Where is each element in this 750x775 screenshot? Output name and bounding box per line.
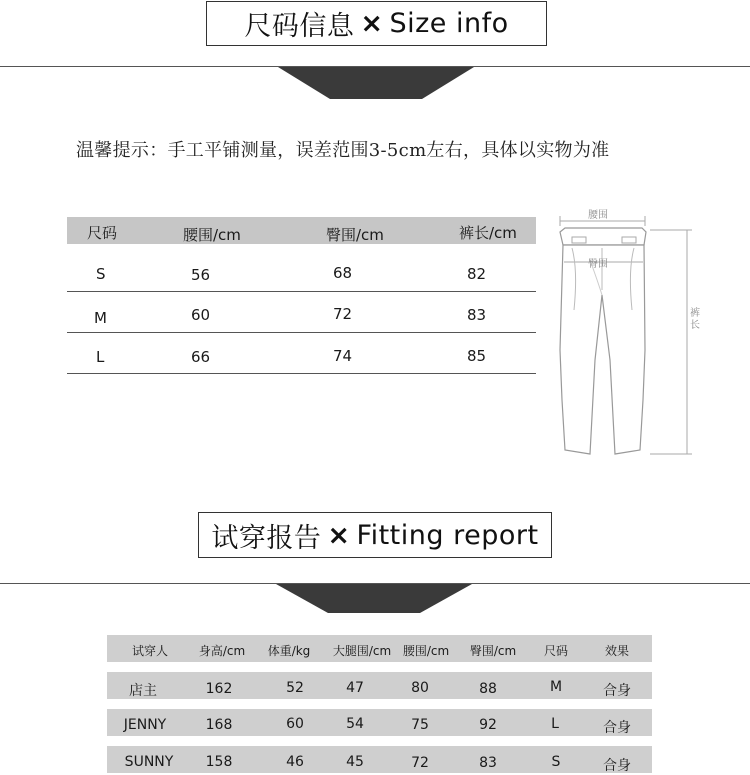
size-info-title-en: Size info: [389, 8, 509, 39]
thigh-cell: 54: [346, 716, 364, 732]
hip-cell: 88: [479, 681, 497, 697]
measurement-notice: 温馨提示：手工平铺测量，误差范围3-5cm左右，具体以实物为准: [76, 140, 610, 161]
hip-col-header: 臀围/cm: [326, 226, 384, 244]
weight-cell: 60: [286, 716, 304, 732]
hip-cell: 74: [333, 347, 353, 365]
length-cell: 85: [467, 347, 487, 365]
waist-cell: 75: [411, 717, 429, 733]
waist-label: 腰围: [588, 210, 608, 221]
row-divider: [67, 291, 536, 292]
divider-trapezoid: [278, 66, 474, 99]
title-separator: ×: [327, 519, 351, 551]
row-background: [107, 709, 652, 736]
row-background: [107, 746, 652, 773]
row-background: [107, 672, 652, 699]
tester-cell: JENNY: [123, 717, 167, 733]
effect-cell: 合身: [603, 683, 631, 699]
hip-cell: 72: [333, 305, 353, 323]
length-col-header: 裤长/cm: [459, 224, 517, 242]
height-cell: 158: [205, 754, 233, 770]
waist-col-header: 腰围/cm: [183, 226, 241, 244]
title-separator: ×: [360, 8, 384, 39]
thigh-cell: 45: [346, 754, 364, 770]
size-col-header: 尺码: [543, 644, 569, 658]
size-cell: S: [551, 754, 561, 770]
length-cell: 83: [467, 306, 487, 324]
waist-cell: 60: [191, 306, 211, 324]
fitting-report-title: [198, 512, 552, 558]
divider-trapezoid: [276, 583, 472, 613]
hip-cell: 92: [479, 717, 497, 733]
size-cell: S: [96, 265, 106, 283]
weight-col-header: 体重/kg: [267, 644, 311, 658]
tester-cell: SUNNY: [124, 754, 174, 770]
hip-cell: 83: [479, 755, 497, 771]
effect-cell: 合身: [603, 758, 631, 774]
height-cell: 168: [205, 717, 233, 733]
length-label: 裤长: [690, 308, 700, 331]
height-col-header: 身高/cm: [198, 644, 246, 658]
hip-label: 臀围: [588, 259, 608, 270]
row-divider: [67, 373, 536, 374]
size-info-title-cn: 尺码信息: [244, 11, 355, 42]
weight-cell: 46: [286, 754, 304, 770]
waist-col-header: 腰围/cm: [402, 644, 450, 658]
size-cell: L: [96, 348, 105, 366]
pants-diagram: [550, 200, 710, 465]
size-col-header: 尺码: [87, 224, 118, 242]
size-cell: L: [551, 716, 559, 732]
thigh-col-header: 大腿围/cm: [332, 644, 392, 658]
row-divider: [67, 332, 536, 333]
size-cell: M: [549, 679, 563, 695]
hip-cell: 68: [333, 264, 353, 282]
waist-cell: 56: [191, 266, 211, 284]
size-cell: M: [94, 309, 107, 327]
size-info-title: [206, 1, 547, 46]
effect-cell: 合身: [603, 720, 631, 736]
fitting-title-cn: 试穿报告: [211, 522, 322, 554]
length-cell: 82: [467, 265, 487, 283]
waist-cell: 72: [411, 755, 429, 771]
hip-col-header: 臀围/cm: [469, 644, 517, 658]
thigh-cell: 47: [346, 680, 364, 696]
fitting-title-en: Fitting report: [356, 519, 539, 551]
pants-outline-icon: [550, 200, 710, 465]
weight-cell: 52: [286, 680, 304, 696]
waist-cell: 80: [411, 680, 429, 696]
tester-cell: 店主: [129, 683, 157, 699]
effect-col-header: 效果: [604, 644, 630, 658]
tester-col-header: 试穿人: [131, 644, 169, 658]
waist-cell: 66: [191, 348, 211, 366]
height-cell: 162: [205, 681, 233, 697]
